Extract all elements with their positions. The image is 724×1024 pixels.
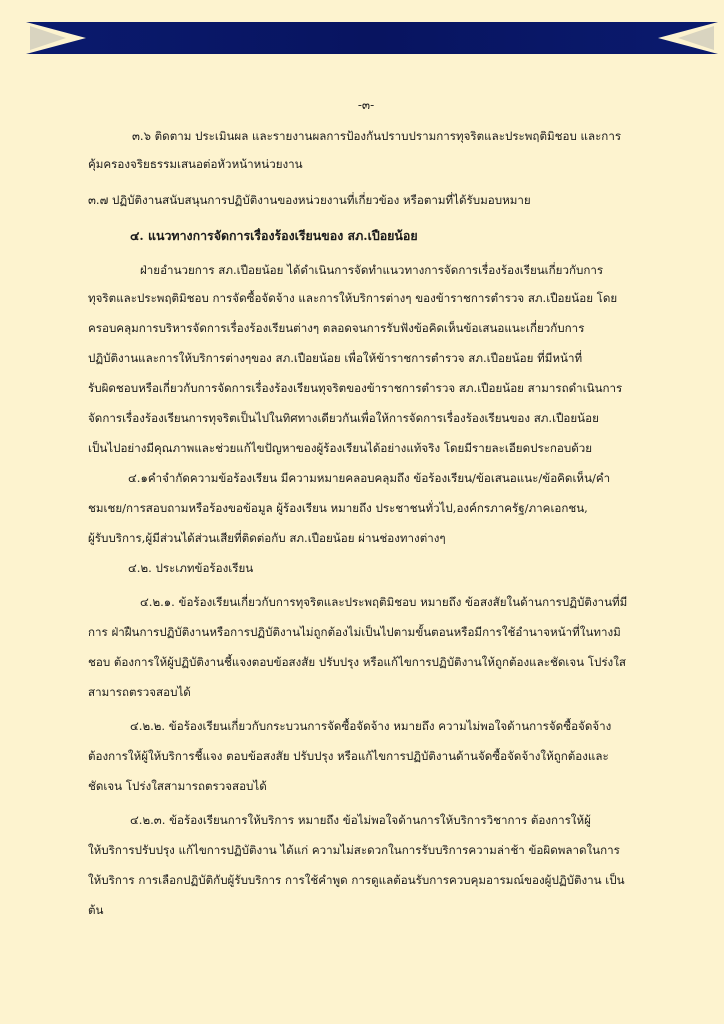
text-line: ให้บริการปรับปรุง แก้ไขการปฏิบัติงาน ได้แก่ ความไม่สะดวกในการรับบริการความล่าช้า ข้อผิดพลาดในการ <box>88 843 620 857</box>
section-heading: ๔. แนวทางการจัดการเรื่องร้องเรียนของ สภ.เปือยน้อย <box>130 228 418 243</box>
text-line: ครอบคลุมการบริหารจัดการเรื่องร้องเรียนต่างๆ ตลอดจนการรับฟังข้อคิดเห็นข้อเสนอแนะเกี่ยวกับการ <box>88 321 585 335</box>
text-line: ผู้รับบริการ,ผู้มีส่วนได้ส่วนเสียที่ติดต่อกับ สภ.เปือยน้อย ผ่านช่องทางต่างๆ <box>88 531 446 545</box>
text-line: ชอบ ต้องการให้ผู้ปฏิบัติงานชี้แจงตอบข้อสงสัย ปรับปรุง หรือแก้ไขการปฏิบัติงานให้ถูกต้องและชัดเจน โปร่งใส <box>88 655 626 669</box>
text-line: ชัดเจน โปร่งใสสามารถตรวจสอบได้ <box>88 779 267 793</box>
text-line: การ ฝ่าฝืนการปฏิบัติงานหรือการปฏิบัติงานไม่ถูกต้องไม่เป็นไปตามขั้นตอนหรือมีการใช้อำนาจหน้าที่ในทางมิ <box>88 625 621 639</box>
text-line: ปฏิบัติงานและการให้บริการต่างๆของ สภ.เปือยน้อย เพื่อให้ข้าราชการตำรวจ สภ.เปือยน้อย ที่มีหน้าที่ <box>88 351 583 365</box>
text-line: รับผิดชอบหรือเกี่ยวกับการจัดการเรื่องร้องเรียนทุจริตของข้าราชการตำรวจ สภ.เปือยน้อย สามารถดำเนินการ <box>88 381 623 395</box>
text-line: ต้องการให้ผู้ให้บริการชี้แจง ตอบข้อสงสัย ปรับปรุง หรือแก้ไขการปฏิบัติงานด้านจัดซื้อจัดจ้างให้ถูกต้องและ <box>88 749 609 763</box>
text-line: ๓.๖ ติดตาม ประเมินผล และรายงานผลการป้องกันปราบปรามการทุจริตและประพฤติมิชอบ และการ <box>132 129 622 143</box>
text-line: ต้น <box>88 903 104 917</box>
text-line: ฝ่ายอำนวยการ สภ.เปือยน้อย ได้ดำเนินการจัดทำแนวทางการจัดการเรื่องร้องเรียนเกี่ยวกับการ <box>140 263 604 277</box>
text-line: ๓.๗ ปฏิบัติงานสนับสนุนการปฏิบัติงานของหน่วยงานที่เกี่ยวข้อง หรือตามที่ได้รับมอบหมาย <box>88 193 531 207</box>
text-line: ๔.๑คำจำกัดความข้อร้องเรียน มีความหมายคลอบคลุมถึง ข้อร้องเรียน/ข้อเสนอแนะ/ข้อคิดเห็น/คำ <box>128 471 611 485</box>
text-line: เป็นไปอย่างมีคุณภาพและช่วยแก้ไขปัญหาของผู้ร้องเรียนได้อย่างแท้จริง โดยมีรายละเอียดประกอบด้วย <box>88 441 593 455</box>
text-line: ชมเชย/การสอบถามหรือร้องขอข้อมูล ผู้ร้องเรียน หมายถึง ประชาชนทั่วไป,องค์กรภาครัฐ/ภาคเอกชน, <box>88 501 588 515</box>
text-line: ๔.๒.๑. ข้อร้องเรียนเกี่ยวกับการทุจริตและประพฤติมิชอบ หมายถึง ข้อสงสัยในด้านการปฏิบัติงานที่มี <box>140 595 628 609</box>
header-banner <box>26 22 718 54</box>
text-line: ๔.๒.๓. ข้อร้องเรียนการให้บริการ หมายถึง ข้อไม่พอใจด้านการให้บริการวิชาการ ต้องการให้ผู้ <box>130 813 591 827</box>
subsection-heading: ๔.๒. ประเภทข้อร้องเรียน <box>128 561 254 575</box>
page-number: -๓- <box>357 98 375 112</box>
text-line: ทุจริตและประพฤติมิชอบ การจัดซื้อจัดจ้าง และการให้บริการต่างๆ ของข้าราชการตำรวจ สภ.เปือยน้อย โดย <box>88 291 618 305</box>
text-line: ๔.๒.๒. ข้อร้องเรียนเกี่ยวกับกระบวนการจัดซื้อจัดจ้าง หมายถึง ความไม่พอใจด้านการจัดซื้อจัดจ้าง <box>130 719 612 733</box>
text-line: ให้บริการ การเลือกปฏิบัติกับผู้รับบริการ การใช้คำพูด การดูแลต้อนรับการควบคุมอารมณ์ของผู้ปฏิบัติงาน เป็น <box>88 873 625 887</box>
text-line: สามารถตรวจสอบได้ <box>88 685 191 699</box>
text-line: จัดการเรื่องร้องเรียนการทุจริตเป็นไปในทิศทางเดียวกันเพื่อให้การจัดการเรื่องร้องเรียนของ สภ.เปือยน้อย <box>88 411 599 425</box>
text-line: คุ้มครองจริยธรรมเสนอต่อหัวหน้าหน่วยงาน <box>88 157 303 171</box>
